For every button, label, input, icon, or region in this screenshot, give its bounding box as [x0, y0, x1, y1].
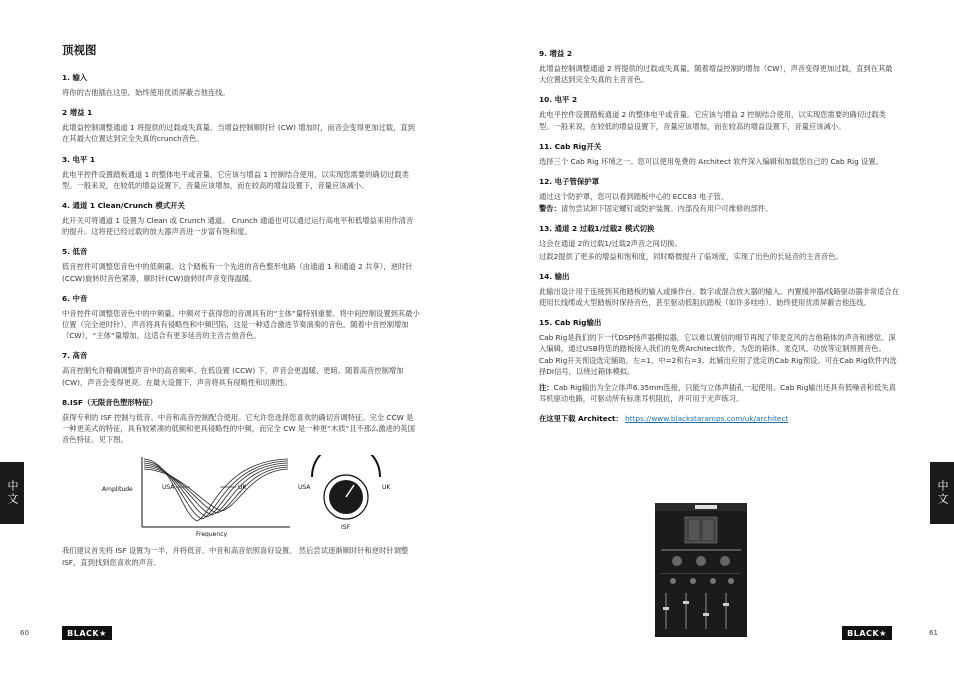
- section-title: 7. 高音: [62, 351, 88, 361]
- isf-figure: [62, 455, 420, 537]
- page-title: 顶视图: [62, 43, 97, 57]
- section-title: 1. 输入: [62, 73, 88, 82]
- section-body: 低音控件可调整您音色中的低频量。这个踏板有一个先进的音色整形电路（由通道 1 和通道 2 共享），逆时针 (CCW)旋转时音色紧凑，顺时针(CW)旋转时声音变得温暖。: [62, 262, 413, 283]
- section-body: 此输出设计用于连接到其他踏板的输入或操作台、数字或混合放大器的输入。内置缓冲器/线路驱动器非常适合在使用长线缆或大型踏板时保持音色，甚至驱动低阻抗踏板（如许多哇哇）。始终使用优质屏蔽吉他连线。: [539, 286, 900, 308]
- section-output: [539, 271, 899, 308]
- section-title: 8.ISF（无限音色塑形特征）: [62, 397, 157, 407]
- page-number: 60: [20, 629, 29, 637]
- section-body: 这会在通道 2的过载1/过载2声音之间切换。: [539, 239, 682, 249]
- section-input: [62, 72, 420, 98]
- section-body: 获得专利的 ISF 控制与低音、中音和高音控制配合使用。它允许您选择您喜欢的确切音调特征。完全 CCW 是一种更美式的特征，具有较紧凑的低频和更具侵略性的中频，而完全 CW 是一种更“木质”且不那么激进的英国音色特征。见下图。: [62, 412, 415, 445]
- section-body: 中音控件可调整您音色中的中频量。中频对于获得您的音调具有的“主体”量特别重要。将中间控制设置到其最小位置（完全逆时针），声音将具有侵略性和中频凹陷，这是一种适合激进节奏演奏的音色。随着中音控制增加（CW），“主体”量增加，这适合有更多延音的主音吉他音色。: [62, 308, 420, 341]
- blackstar-logo: BLACK★: [62, 626, 112, 640]
- architect-software-image: [655, 503, 747, 637]
- section-mode-switch: [62, 200, 420, 237]
- knob-uk-label: UK: [382, 484, 391, 492]
- warning-label: 警告：: [539, 204, 561, 214]
- knob-usa-label: USA: [298, 484, 311, 492]
- section-title: 9. 增益 2: [539, 49, 573, 58]
- section-body: 此增益控制调整通道 1 将提供的过载或失真量。当增益控制顺时针 (CW) 增加时，而音会变得更加过载，直到在其最大位置达到完全失真的crunch音色。: [62, 123, 415, 144]
- section-body-2: 过载2提供了更多的增益和饱和度，同时略微提升了临场度，实现了出色的长延音的主音音色。: [539, 251, 843, 261]
- note-body: Cab Rig输出为全立体声6.35mm连接，只能与立体声插孔一起使用。Cab Rig输出还具有低噪音和低失真耳机驱动电路，可驱动所有标准耳机阻抗，并可用于无声练习。: [539, 383, 896, 404]
- section-bass: [62, 246, 420, 283]
- section-title: 10. 电平 2: [539, 95, 578, 105]
- section-body: 此电平控件设置踏板通道 2 的整体电平或音量。它应该与增益 2 控制结合使用，以实现您需要的确切过载类型。一般来说，在较低的增益设置下，音量应该增加，而在较高的增益设置下，音量应该减小。: [539, 110, 886, 131]
- section-cab-rig-output: [539, 317, 899, 404]
- right-column: [539, 48, 899, 434]
- section-level-1: [62, 154, 420, 191]
- section-title: 12. 电子管保护罩: [539, 177, 600, 187]
- section-title: 5. 低音: [62, 247, 88, 257]
- page-number: 61: [929, 629, 938, 637]
- frequency-label: Frequency: [196, 531, 227, 538]
- section-title: 2 增益 1: [62, 108, 93, 118]
- section-level-2: [539, 94, 899, 131]
- knob-arc: [312, 455, 380, 477]
- section-title: 6. 中音: [62, 293, 88, 303]
- section-cab-rig-switch: [539, 141, 899, 167]
- section-title: 13. 通道 2 过载1/过载2 模式切换: [539, 224, 655, 234]
- section-body: 将你的吉他插在这里。始终使用优质屏蔽吉他连线。: [62, 88, 230, 97]
- section-body: 此电平控件设置踏板通道 1 的整体电平或音量。它应该与增益 1 控制结合使用，以实现您需要的确切过载类型。一般来说，在较低的增益设置下，音量应该增加，而在较高的增益设置下，音量应该减小。: [62, 169, 409, 190]
- blackstar-logo: BLACK★: [842, 626, 892, 640]
- section-gain-1: [62, 107, 420, 144]
- section-title: 14. 输出: [539, 271, 570, 281]
- warning-body: 请勿尝试卸下固定螺钉或防护装置。内部没有用户可维修的部件。: [560, 204, 773, 214]
- section-body: 此增益控制调整通道 2 将提供的过载或失真量。随着增益控制的增加（CW），声音变得更加过载，直到在其最大位置达到完全失真的主音音色。: [539, 64, 893, 85]
- note-text: [539, 382, 899, 404]
- section-overdrive-toggle: [539, 223, 899, 261]
- isf-diagram: [62, 455, 420, 537]
- section-title: 4. 通道 1 Clean/Crunch 模式开关: [62, 201, 185, 211]
- left-column: [62, 42, 420, 577]
- note-label: 注：: [539, 383, 554, 393]
- warning-text: [539, 203, 899, 214]
- amplitude-label: Amplitude: [102, 486, 133, 494]
- section-middle: [62, 293, 420, 342]
- closing-paragraph: [62, 545, 420, 567]
- usa-curve-label: USA: [162, 484, 175, 492]
- section-treble: [62, 350, 420, 387]
- section-body: 选择三个 Cab Rig 环境之一。您可以使用免费的 Architect 软件深入编辑和加载您自己的 Cab Rig 设置。: [539, 156, 883, 166]
- section-valve-guard: [539, 176, 899, 214]
- architect-download-link[interactable]: https://www.blackstaramps.com/uk/architect: [625, 414, 789, 424]
- section-title: 3. 电平 1: [62, 154, 96, 164]
- section-body: 此开关可将通道 1 设置为 Clean 或 Crunch 通道。 Crunch 通道也可以通过运行高电平和低增益来用作清音的提升。这将使已经过载的放大器声音进一步富有饱和度。: [62, 216, 414, 237]
- knob-isf-label: ISF: [341, 524, 351, 532]
- section-title: 15. Cab Rig输出: [539, 318, 602, 328]
- language-tab: 中文: [0, 462, 24, 524]
- section-body: 通过这个防护罩，您可以看到踏板中心的 ECC83 电子管。: [539, 192, 729, 202]
- closing-text: 我们建议首先将 ISF 设置为一半，并将低音、中音和高音依照喜好设置。 然后尝试逐渐顺时针和逆时针调整 ISF，直到找到您喜欢的声音。: [62, 546, 409, 567]
- download-label: 在这里下载 Architect：: [539, 414, 623, 424]
- section-title: 11. Cab Rig开关: [539, 141, 602, 151]
- section-body: Cab Rig是我们的下一代DSP扬声器模拟器，它以难以置信的细节再现了带麦克风的吉他箱体的声音和感觉。深入编辑，通过USB将您的踏板接入我们的免费Architect软件，为您的箱体、麦克风、功放等定制预置音色。Cab Rig开关预设选定辅助，左=1、中=2和右=3。此辅出应用了选定的Cab Rig预设。可在Cab Rig软件内选择DI信号，以绕过箱体模拟。: [539, 333, 897, 376]
- download-line: [539, 413, 899, 424]
- section-gain-2: [539, 48, 899, 85]
- section-isf: [62, 397, 420, 446]
- section-body: 高音控制允许精确调整声音中的高音频率。在低设置 (CCW) 下，声音会更温暖、更暗。随着高音控制增加 (CW)，声音会变得更亮。在最大设置下，声音将具有侵略性和切割性。: [62, 366, 404, 387]
- uk-curve-label: UK: [238, 484, 247, 492]
- language-tab: 中文: [930, 462, 954, 524]
